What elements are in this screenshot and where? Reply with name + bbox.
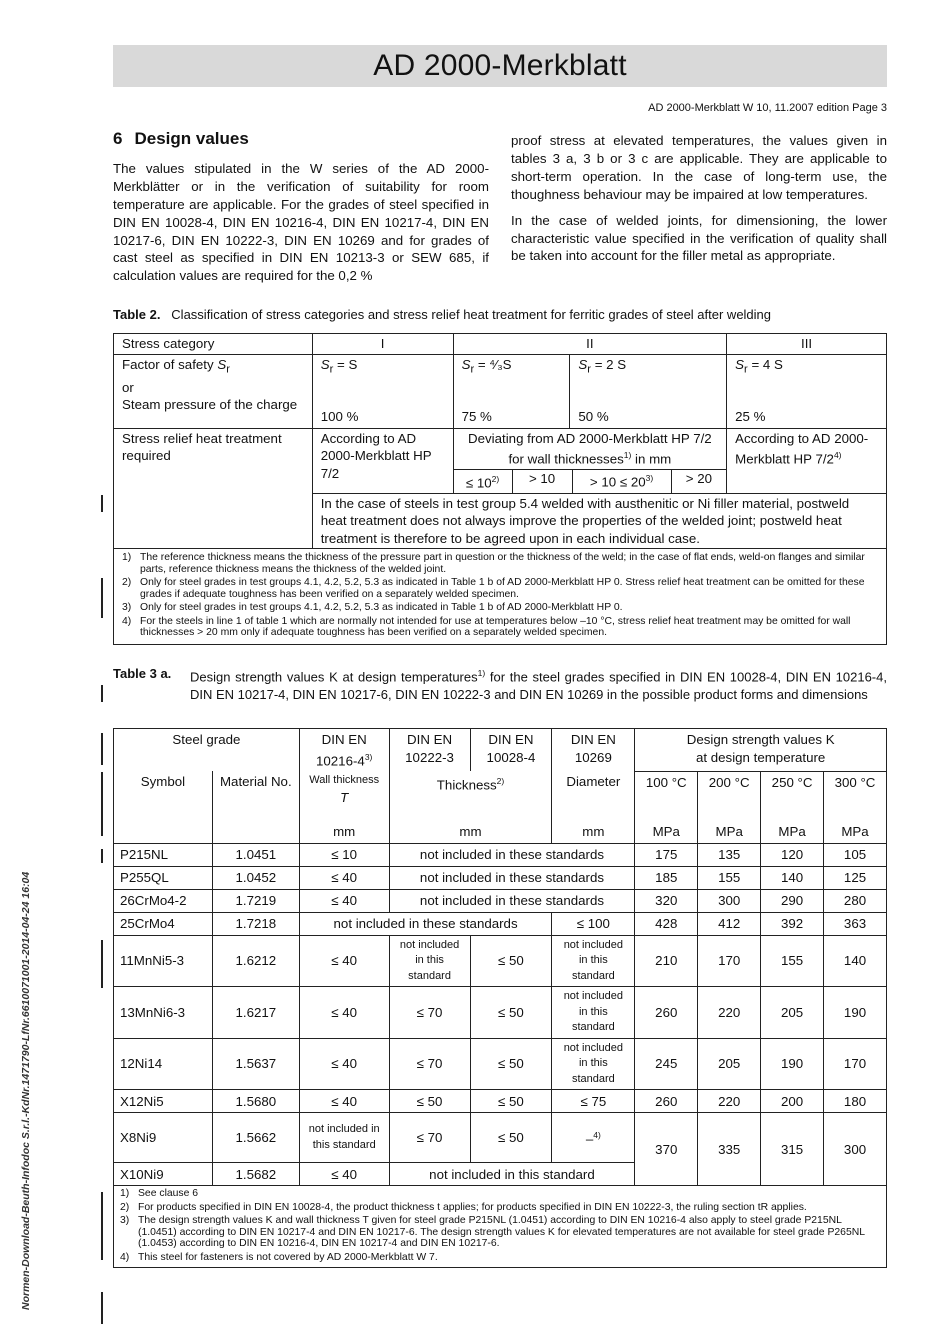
cell-k200: 220 [698, 987, 761, 1039]
cell-material: 1.0451 [212, 843, 299, 866]
change-bar [101, 495, 103, 512]
change-bar [101, 772, 103, 836]
cell-wall: ≤ 40 [299, 1090, 389, 1113]
change-bar [101, 733, 103, 765]
document-title: AD 2000-Merkblatt [113, 45, 887, 87]
cell-material: 1.6212 [212, 935, 299, 987]
cell-wall: ≤ 40 [299, 935, 389, 987]
t2-header-stress-category: Stress category [114, 334, 313, 355]
cell-k100: 185 [635, 866, 698, 889]
cell-symbol: P215NL [114, 843, 213, 866]
section-heading [113, 130, 489, 148]
cell-diameter: ≤ 100 [552, 912, 635, 935]
section-paragraph-2: proof stress at elevated temperatures, the values given in tables 3 a, 3 b or 3 c are applicable. They are applicable to short-term operation. In the case of long-term use, the thoughness behaviour may be impaired at low temperatures. [511, 133, 887, 202]
cell-k200: 170 [698, 935, 761, 987]
cell-thickness-b: ≤ 50 [470, 1038, 552, 1090]
cell-k200: 412 [698, 912, 761, 935]
cell-symbol: 26CrMo4-2 [114, 889, 213, 912]
cell-not-included: not included in this standard [389, 1163, 635, 1186]
table-row [114, 987, 887, 1039]
t3-h-diameter: Diameter [552, 771, 635, 821]
cell-symbol: X8Ni9 [114, 1113, 213, 1163]
t3-unit-mpa: MPa [761, 821, 824, 843]
t3-unit-mm: mm [552, 821, 635, 843]
cell-material: 1.7219 [212, 889, 299, 912]
t3-h-din4: DIN EN 10269 [552, 729, 635, 772]
section-paragraph-3: In the case of welded joints, for dimensioning, the lower characteristic value specified in the verification of quality shall be taken into account for the filler metal as appropriate. [511, 212, 887, 264]
cell-thickness-b: ≤ 50 [470, 935, 552, 987]
table3a-label: Table 3 a. [113, 666, 172, 681]
cell-material: 1.6217 [212, 987, 299, 1039]
change-bar [101, 685, 103, 702]
t3-h-t100: 100 °C [635, 771, 698, 821]
cell-k300: 190 [824, 987, 887, 1039]
cell-symbol: 11MnNi5-3 [114, 935, 213, 987]
table-row [114, 866, 887, 889]
cell-symbol: X12Ni5 [114, 1090, 213, 1113]
cell-k250: 120 [761, 843, 824, 866]
cell-diameter: –$^{4)}$ [552, 1113, 635, 1163]
cell-wall: not included in this standard [299, 1113, 389, 1163]
cell-thickness-a: ≤ 70 [389, 1038, 470, 1090]
cell-k100: 260 [635, 1090, 698, 1113]
cell-k300: 363 [824, 912, 887, 935]
cell-k300: 105 [824, 843, 887, 866]
change-bar [101, 849, 103, 863]
cell-k300: 300 [824, 1113, 887, 1186]
t2-safety-III: $S_r = 4$ S 25 % [727, 354, 887, 428]
cell-k250: 190 [761, 1038, 824, 1090]
cell-thickness-b: ≤ 50 [470, 987, 552, 1039]
cell-k100: 210 [635, 935, 698, 987]
change-bar [101, 1292, 103, 1324]
cell-k100: 245 [635, 1038, 698, 1090]
edition-line: AD 2000-Merkblatt W 10, 11.2007 edition Page 3 [648, 102, 887, 114]
cell-k300: 280 [824, 889, 887, 912]
t2-header-III: III [727, 334, 887, 355]
cell-diameter: not included in this standard [552, 935, 635, 987]
cell-k300: 180 [824, 1090, 887, 1113]
cell-not-included: not included in these standards [299, 912, 552, 935]
section-paragraph-1: The values stipulated in the W series of the AD 2000-Merkblätter or in the verification of suitability for room temperature are applicable. For the grades of steel specified in DIN EN 10028-4, DIN EN 10216-4, DIN EN 10217-4, DIN EN 10217-6, DIN EN 10222-3, DIN EN 10269 and for grades of cast steel as specified in DIN EN 10213-3 or SEW 685, if calculation values are required for the 0,2 % [113, 160, 489, 284]
table-row [114, 843, 887, 866]
t3-h-t250: 250 °C [761, 771, 824, 821]
cell-wall: ≤ 40 [299, 889, 389, 912]
section-title: Design values [134, 129, 249, 148]
cell-diameter: not included in this standard [552, 987, 635, 1039]
t2-relief-III: According to AD 2000-Merkblatt HP 7/2$^{4)}$ [727, 428, 887, 493]
cell-thickness-a: not included in this standard [389, 935, 470, 987]
cell-k100: 260 [635, 987, 698, 1039]
t2-relief-I: According to AD 2000-Merkblatt HP 7/2 [312, 428, 453, 493]
cell-k200: 155 [698, 866, 761, 889]
t3-footnotes: 1) See clause 6 2) For products specified in DIN EN 10028-4, the product thickness t applies; for products specified in DIN EN 10222-3, the ruling section tR applies. 3) The design strength values K and wall thickness T given for steel grade P215NL (1.0451) according to DIN EN 10216-4 also apply to steel grade P215NL (1.0451) according to DIN EN 10217-4 and DIN EN 10217-6. The design strength values K for elevated temperatures are not available for steel grade P265NL (1.0453) according to DIN EN 10216-4, DIN EN 10217-4 and DIN EN 10217-6. 4) This steel for fasteners is not covered by AD 2000-Merkblatt W 7. [114, 1186, 887, 1268]
t2-safety-IIa: $S_r$ = ⁴⁄₃S 75 % [453, 354, 570, 428]
cell-k250: 290 [761, 889, 824, 912]
cell-wall: ≤ 40 [299, 987, 389, 1039]
cell-k250: 205 [761, 987, 824, 1039]
cell-material: 1.5662 [212, 1113, 299, 1163]
cell-k100: 175 [635, 843, 698, 866]
t2-safety-IIb: $S_r = 2$ S 50 % [570, 354, 727, 428]
cell-material: 1.5680 [212, 1090, 299, 1113]
cell-thickness-b: ≤ 50 [470, 1090, 552, 1113]
cell-not-included: not included in these standards [389, 866, 635, 889]
table2-label: Table 2. [113, 307, 161, 322]
section-number: 6 [113, 129, 123, 148]
t2-safety-I: $S_r = S$ 100 % [312, 354, 453, 428]
cell-wall: ≤ 40 [299, 866, 389, 889]
table3a [113, 728, 887, 1268]
t3-h-steel-grade: Steel grade [114, 729, 300, 772]
cell-k200: 205 [698, 1038, 761, 1090]
cell-thickness-a: ≤ 70 [389, 1113, 470, 1163]
t3-unit-mpa: MPa [698, 821, 761, 843]
cell-thickness-a: ≤ 50 [389, 1090, 470, 1113]
t3-h-din1: DIN EN 10216-4$^{3)}$ [299, 729, 389, 772]
cell-k250: 200 [761, 1090, 824, 1113]
cell-not-included: not included in these standards [389, 889, 635, 912]
cell-not-included: not included in these standards [389, 843, 635, 866]
t3-h-t200: 200 °C [698, 771, 761, 821]
cell-k300: 140 [824, 935, 887, 987]
t2-row-safety-label: Factor of safety $S_r$ or Steam pressure of the charge [114, 354, 313, 428]
cell-wall: ≤ 10 [299, 843, 389, 866]
t3-h-t300: 300 °C [824, 771, 887, 821]
table3a-caption: Table 3 a. Design strength values K at design temperatures$^{1)}$ for the steel grades specified in DIN EN 10028-4, DIN EN 10216-4, DIN EN 10217-4, DIN EN 10217-6, DIN EN 10222-3 and DIN EN 10269 in the possible product forms and dimensions [113, 666, 887, 702]
change-bar [101, 1192, 103, 1260]
cell-k250: 392 [761, 912, 824, 935]
table-row [114, 912, 887, 935]
table-row [114, 1038, 887, 1090]
cell-wall: ≤ 40 [299, 1038, 389, 1090]
cell-k100: 370 [635, 1113, 698, 1186]
cell-k250: 155 [761, 935, 824, 987]
cell-diameter: ≤ 75 [552, 1090, 635, 1113]
table-row [114, 1113, 887, 1163]
cell-symbol: 12Ni14 [114, 1038, 213, 1090]
left-column [113, 130, 489, 293]
t3-h-design: Design strength values K at design temperature [635, 729, 887, 772]
cell-wall: ≤ 40 [299, 1163, 389, 1186]
cell-symbol: 25CrMo4 [114, 912, 213, 935]
cell-diameter: not included in this standard [552, 1038, 635, 1090]
cell-material: 1.5682 [212, 1163, 299, 1186]
t3-unit-mm: mm [389, 821, 552, 843]
cell-thickness-a: ≤ 70 [389, 987, 470, 1039]
t2-header-II: II [453, 334, 727, 355]
t3-unit-mm: mm [299, 821, 389, 843]
table2-caption [113, 306, 887, 324]
change-bar [101, 940, 103, 988]
cell-k200: 135 [698, 843, 761, 866]
change-bar [101, 578, 103, 618]
cell-material: 1.0452 [212, 866, 299, 889]
cell-symbol: P255QL [114, 866, 213, 889]
download-watermark: Normen-Download-Beuth-Infodoc S.r.l.-KdNr.1471790-LfNr.6610071001-2014-04-24 16:04 [20, 871, 32, 1310]
cell-k250: 315 [761, 1113, 824, 1186]
cell-k200: 335 [698, 1113, 761, 1186]
t3-h-material: Material No. [212, 771, 299, 821]
t2-relief-II: Deviating from AD 2000-Merkblatt HP 7/2 for wall thicknesses$^{1)}$ in mm ≤ $10^{2)}$ > 10 > $10 \le 20^{3)}$ > 20 [453, 428, 727, 493]
t3-h-thickness: Thickness$^{2)}$ [389, 771, 552, 821]
t3-h-din3: DIN EN 10028-4 [470, 729, 552, 772]
t3-unit-mpa: MPa [635, 821, 698, 843]
cell-k300: 170 [824, 1038, 887, 1090]
cell-k250: 140 [761, 866, 824, 889]
table-row [114, 935, 887, 987]
table-row [114, 889, 887, 912]
t3-h-din2: DIN EN 10222-3 [389, 729, 470, 772]
t3-unit-mpa: MPa [824, 821, 887, 843]
t2-note-54: In the case of steels in test group 5.4 welded with austhenitic or Ni filler material, postweld heat treatment does not always improve the properties of the welded joint; postweld heat treatment is therefore to be agreed upon in each individual case. [312, 493, 886, 549]
t2-relief-label: Stress relief heat treatment required [114, 428, 313, 549]
t3-h-wall: Wall thickness T [299, 771, 389, 821]
cell-symbol: X10Ni9 [114, 1163, 213, 1186]
table2 [113, 333, 887, 645]
t2-header-I: I [312, 334, 453, 355]
cell-k200: 300 [698, 889, 761, 912]
cell-thickness-b: ≤ 50 [470, 1113, 552, 1163]
cell-k200: 220 [698, 1090, 761, 1113]
cell-material: 1.5637 [212, 1038, 299, 1090]
table2-caption-text: Classification of stress categories and stress relief heat treatment for ferritic grades of steel after welding [171, 307, 772, 322]
right-column [511, 132, 887, 273]
cell-k100: 428 [635, 912, 698, 935]
cell-k300: 125 [824, 866, 887, 889]
t2-footnotes: 1) The reference thickness means the thickness of the pressure part in question or the thickness of the weld; in the case of flat ends, weld-on flanges and similar parts, reference thickness means the thickness of the welded joint. 2) Only for steel grades in test groups 4.1, 4.2, 5.2, 5.3 as indicated in Table 1 b of AD 2000-Merkblatt HP 0. Stress relief heat treatment can be omitted for these grades if adequate toughness has been verified on a separately welded specimen. 3) Only for steel grades in test groups 4.1, 4.2, 5.2, 5.3 as indicated in Table 1 b of AD 2000-Merkblatt HP 0. 4) For the steels in line 1 of table 1 which are normally not intended for use at temperatures below –10 °C, stress relief heat treatment may be omitted for wall thicknesses > 20 mm only if adequate toughness has been verified on a separately welded specimen. [114, 549, 887, 645]
cell-k100: 320 [635, 889, 698, 912]
cell-material: 1.7218 [212, 912, 299, 935]
t3-h-symbol: Symbol [114, 771, 213, 821]
table-row [114, 1090, 887, 1113]
cell-symbol: 13MnNi6-3 [114, 987, 213, 1039]
